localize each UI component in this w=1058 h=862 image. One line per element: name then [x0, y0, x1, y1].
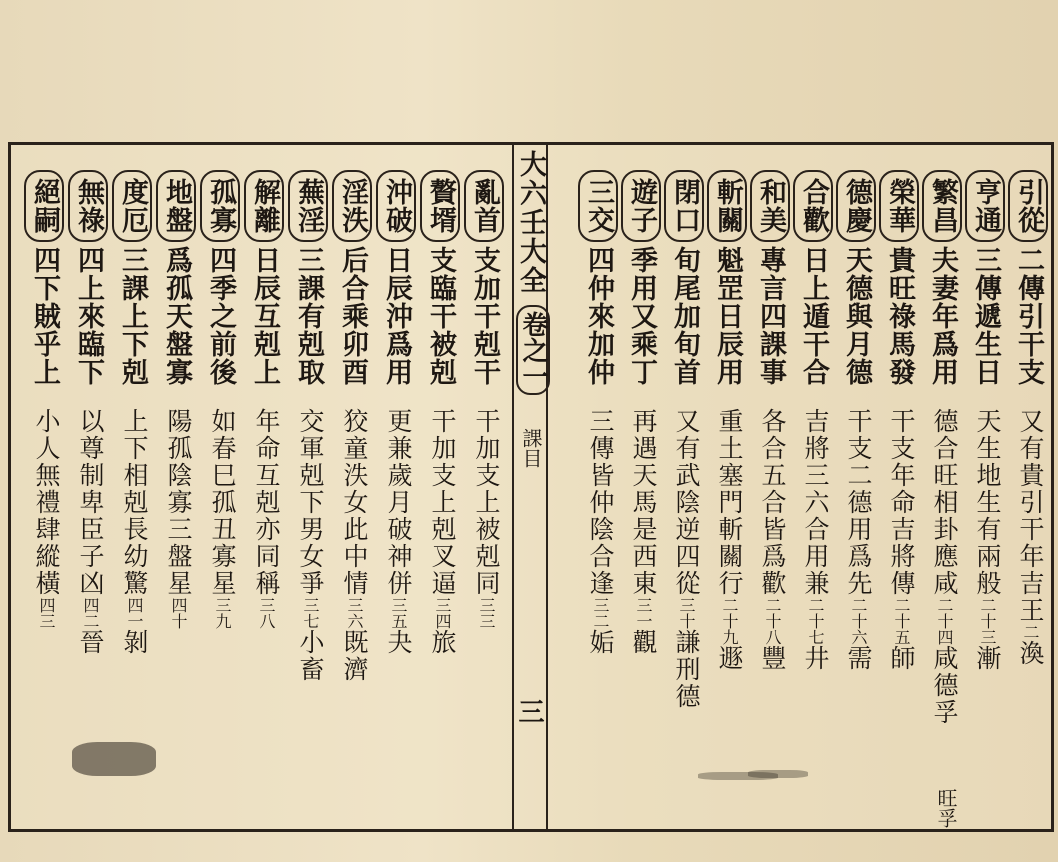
column-description: 后合乘卯酉: [337, 246, 368, 386]
heading-term: 合歡: [793, 170, 833, 242]
note-text: 上下相剋長幼驚: [120, 408, 149, 597]
column-description: 日上遁干合: [798, 246, 829, 386]
column-note: [707, 408, 747, 672]
note-text: 三傳皆仲陰合逢: [586, 408, 615, 597]
heading-term: 德慶: [836, 170, 876, 242]
text-column: [286, 170, 330, 830]
column-note: [965, 408, 1005, 672]
column-note: [200, 408, 240, 629]
section-label: 課目: [519, 428, 543, 468]
entry-number: 三一: [634, 597, 653, 629]
column-heading: [332, 170, 372, 386]
column-heading: [836, 170, 876, 386]
entry-number: 二十四: [935, 597, 954, 645]
ink-smudge: [748, 770, 808, 778]
column-note: [24, 408, 64, 629]
column-description: 日辰沖爲用: [381, 246, 412, 386]
entry-number: 三二: [591, 597, 610, 629]
column-note: [156, 408, 196, 629]
heading-term: 無祿: [68, 170, 108, 242]
column-note: [376, 408, 416, 656]
text-column: [1006, 170, 1050, 830]
column-heading: [420, 170, 460, 386]
column-description: 三傳遞生日: [970, 246, 1001, 386]
heading-term: 斬關: [707, 170, 747, 242]
note-text: 小人無禮肆縱橫: [32, 408, 61, 597]
column-description: 專言四課事: [755, 246, 786, 386]
column-heading: [621, 170, 661, 386]
note-text: 各合五合皆爲歡: [758, 408, 787, 597]
column-note: [750, 408, 790, 672]
book-title: 大六壬大全: [515, 150, 546, 295]
column-description: 季用又乘丁: [626, 246, 657, 386]
column-heading: [750, 170, 790, 386]
entry-number: 三八: [257, 597, 276, 629]
hexagram-name: 遯: [715, 645, 744, 672]
column-note: [332, 408, 372, 683]
text-column: [834, 170, 878, 830]
text-column: [110, 170, 154, 830]
hexagram-name: 夬: [384, 629, 413, 656]
entry-number: 三五: [389, 597, 408, 629]
text-column: [963, 170, 1007, 830]
volume-label: 卷之一: [516, 305, 550, 395]
heading-term: 度厄: [112, 170, 152, 242]
note-text: 年命互剋亦同稱: [252, 408, 281, 597]
text-column: [374, 170, 418, 830]
column-heading: [200, 170, 240, 386]
column-note: [420, 408, 460, 656]
entry-number: 二: [1021, 624, 1040, 640]
text-column: [462, 170, 506, 830]
column-note: [464, 408, 504, 629]
column-heading: [464, 170, 504, 386]
entry-number: 四一: [125, 597, 144, 629]
text-column: [576, 170, 620, 830]
column-heading: [793, 170, 833, 386]
hexagram-name: 漸: [973, 645, 1002, 672]
note-text: 交軍剋下男女爭: [296, 408, 325, 597]
margin-note: 旺孚: [934, 788, 958, 828]
heading-term: 三交: [578, 170, 618, 242]
column-note: [879, 408, 919, 672]
column-description: 四仲來加仲: [583, 246, 614, 386]
hexagram-name: 觀: [629, 629, 658, 656]
column-description: 四下賊乎上: [29, 246, 60, 386]
column-note: [1008, 408, 1048, 667]
note-text: 重土塞門斬關行: [715, 408, 744, 597]
text-column: [198, 170, 242, 830]
column-description: 夫妻年爲用: [927, 246, 958, 386]
note-text: 又有貴引干年吉王: [1016, 408, 1045, 624]
column-heading: [664, 170, 704, 386]
heading-term: 地盤: [156, 170, 196, 242]
hexagram-name: 旅: [428, 629, 457, 656]
hexagram-name: 渙: [1016, 640, 1045, 667]
column-description: 魁罡日辰用: [712, 246, 743, 386]
note-text: 陽孤陰寡三盤星: [164, 408, 193, 597]
column-heading: [922, 170, 962, 386]
entry-number: 二十八: [763, 597, 782, 645]
entry-number: 四十: [169, 597, 188, 629]
heading-term: 引從: [1008, 170, 1048, 242]
column-note: [664, 408, 704, 710]
note-text: 再遇天馬是西東: [629, 408, 658, 597]
text-column: [418, 170, 462, 830]
note-text: 干支二德用爲先: [844, 408, 873, 597]
heading-term: 榮華: [879, 170, 919, 242]
heading-term: 亨通: [965, 170, 1005, 242]
column-description: 貴旺祿馬發: [884, 246, 915, 386]
note-text: 天生地生有兩般: [973, 408, 1002, 597]
entry-number: 二十九: [720, 597, 739, 645]
column-description: 天德與月德: [841, 246, 872, 386]
column-note: [112, 408, 152, 656]
column-heading: [965, 170, 1005, 386]
column-description: 爲孤天盤寡: [161, 246, 192, 386]
hexagram-name: 咸德孚: [930, 645, 959, 726]
note-text: 干支年命吉將傳: [887, 408, 916, 597]
heading-term: 遊子: [621, 170, 661, 242]
column-note: [922, 408, 962, 726]
heading-term: 繁昌: [922, 170, 962, 242]
text-column: [748, 170, 792, 830]
column-description: 二傳引干支: [1013, 246, 1044, 386]
entry-number: 三九: [213, 597, 232, 629]
page-number: 三: [514, 698, 544, 724]
heading-term: 閉口: [664, 170, 704, 242]
column-description: 日辰互剋上: [249, 246, 280, 386]
column-heading: [288, 170, 328, 386]
heading-term: 淫泆: [332, 170, 372, 242]
column-note: [244, 408, 284, 629]
hexagram-name: 謙刑德: [672, 629, 701, 710]
column-note: [288, 408, 328, 683]
column-description: 四上來臨下: [73, 246, 104, 386]
column-description: 四季之前後: [205, 246, 236, 386]
heading-term: 和美: [750, 170, 790, 242]
note-text: 又有武陰逆四從: [672, 408, 701, 597]
column-heading: [707, 170, 747, 386]
column-note: [68, 408, 108, 656]
column-heading: [879, 170, 919, 386]
heading-term: 孤寡: [200, 170, 240, 242]
text-column: [330, 170, 374, 830]
heading-term: 亂首: [464, 170, 504, 242]
heading-term: 贅壻: [420, 170, 460, 242]
hexagram-name: 師: [887, 645, 916, 672]
note-text: 干加支上剋叉逼: [428, 408, 457, 597]
hexagram-name: 姤: [586, 629, 615, 656]
hexagram-name: 晉: [76, 629, 105, 656]
entry-number: 二十七: [806, 597, 825, 645]
column-description: 三課上下剋: [117, 246, 148, 386]
entry-number: 三四: [433, 597, 452, 629]
entry-number: 二十五: [892, 597, 911, 645]
text-column: [22, 170, 66, 830]
column-description: 支加干剋干: [469, 246, 500, 386]
column-note: [578, 408, 618, 656]
hexagram-name: 豐: [758, 645, 787, 672]
note-text: 德合旺相卦應咸: [930, 408, 959, 597]
hexagram-name: 小畜: [296, 629, 325, 683]
column-note: [793, 408, 833, 672]
text-column: [662, 170, 706, 830]
text-column: [154, 170, 198, 830]
column-description: 旬尾加旬首: [669, 246, 700, 386]
hexagram-name: 剝: [120, 629, 149, 656]
entry-number: 四二: [81, 597, 100, 629]
column-heading: [376, 170, 416, 386]
hexagram-name: 需: [844, 645, 873, 672]
column-description: 支臨干被剋: [425, 246, 456, 386]
column-heading: [244, 170, 284, 386]
heading-term: 絕嗣: [24, 170, 64, 242]
note-text: 如春巳孤丑寡星: [208, 408, 237, 597]
heading-term: 解離: [244, 170, 284, 242]
text-column: [920, 170, 964, 830]
text-column: [877, 170, 921, 830]
text-column: [66, 170, 110, 830]
note-text: 狡童泆女此中情: [340, 408, 369, 597]
text-column: [791, 170, 835, 830]
entry-number: 三三: [477, 597, 496, 629]
ink-stain: [72, 742, 156, 776]
note-text: 干加支上被剋同: [472, 408, 501, 597]
heading-term: 蕪淫: [288, 170, 328, 242]
column-heading: [578, 170, 618, 386]
note-text: 以尊制卑臣子凶: [76, 408, 105, 597]
heading-term: 沖破: [376, 170, 416, 242]
text-column: [705, 170, 749, 830]
column-heading: [24, 170, 64, 386]
hexagram-name: 既濟: [340, 629, 369, 683]
note-text: 更兼歲月破神併: [384, 408, 413, 597]
text-column: [619, 170, 663, 830]
column-note: [621, 408, 661, 656]
entry-number: 三六: [345, 597, 364, 629]
column-heading: [156, 170, 196, 386]
entry-number: 三十: [677, 597, 696, 629]
column-note: [836, 408, 876, 672]
note-text: 吉將三六合用兼: [801, 408, 830, 597]
entry-number: 二十三: [978, 597, 997, 645]
column-description: 三課有剋取: [293, 246, 324, 386]
hexagram-name: 井: [801, 645, 830, 672]
column-heading: [112, 170, 152, 386]
column-heading: [68, 170, 108, 386]
column-heading: [1008, 170, 1048, 386]
text-column: [242, 170, 286, 830]
entry-number: 四三: [37, 597, 56, 629]
entry-number: 三七: [301, 597, 320, 629]
entry-number: 二十六: [849, 597, 868, 645]
